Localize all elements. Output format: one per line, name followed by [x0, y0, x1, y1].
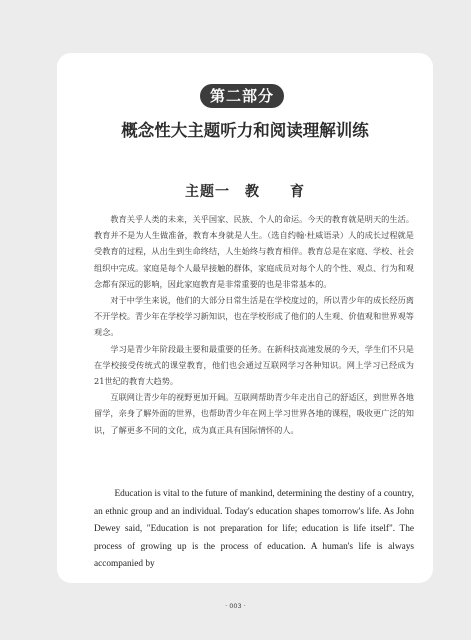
- chinese-body: [94, 211, 414, 438]
- chinese-paragraph-3: 学习是青少年阶段最主要和最重要的任务。在新科技高速发展的今天，学生们不只是在学校接受传统式的课堂教育，他们也会通过互联网学习各种知识。网上学习已经成为21世纪的教育大趋势。: [94, 343, 414, 387]
- main-title: 概念性大主题听力和阅读理解训练: [121, 121, 369, 140]
- chinese-paragraph-2: 对于中学生来说，他们的大部分日常生活是在学校度过的，所以青少年的成长经历离不开学校。青少年在学校学习新知识，也在学校形成了他们的人生观、价值观和世界观等观念。: [94, 295, 414, 338]
- english-paragraph: Education is vital to the future of mankind, determining the destiny of a country, an ethnic group and an individual. Today's education shapes tomorrow's life. As John Dewey said, "Education is not preparation for life; education is life itself". The process of growing up is the process of education. A human's life is always accompanied by: [94, 489, 414, 569]
- chinese-paragraph-1: 教育关乎人类的未来，关乎国家、民族、个人的命运。今天的教育就是明天的生活。教育并不是为人生做准备，教育本身就是人生。（选自约翰·杜威语录）人的成长过程就是受教育的过程，从出生到生命终结，人生始终与教育相伴。教育总是在家庭、学校、社会组织中完成。家庭是每个人最早接触的群体，家庭成员对每个人的个性、观点、行为和观念都有深远的影响，因此家庭教育是非常重要的也是非常基本的。: [94, 214, 414, 289]
- part-badge: 第二部分: [200, 84, 284, 108]
- english-body: [94, 486, 414, 574]
- page-number: · 003 ·: [225, 602, 246, 610]
- topic-title: 主题一 教 育: [185, 184, 305, 200]
- chinese-paragraph-4: 互联网让青少年的视野更加开阔。互联网帮助青少年走出自己的舒适区，到世界各地留学，亲身了解外面的世界，也帮助青少年在网上学习世界各地的课程，吸收更广泛的知识，了解更多不同的文化，成为真正具有国际情怀的人。: [94, 392, 414, 435]
